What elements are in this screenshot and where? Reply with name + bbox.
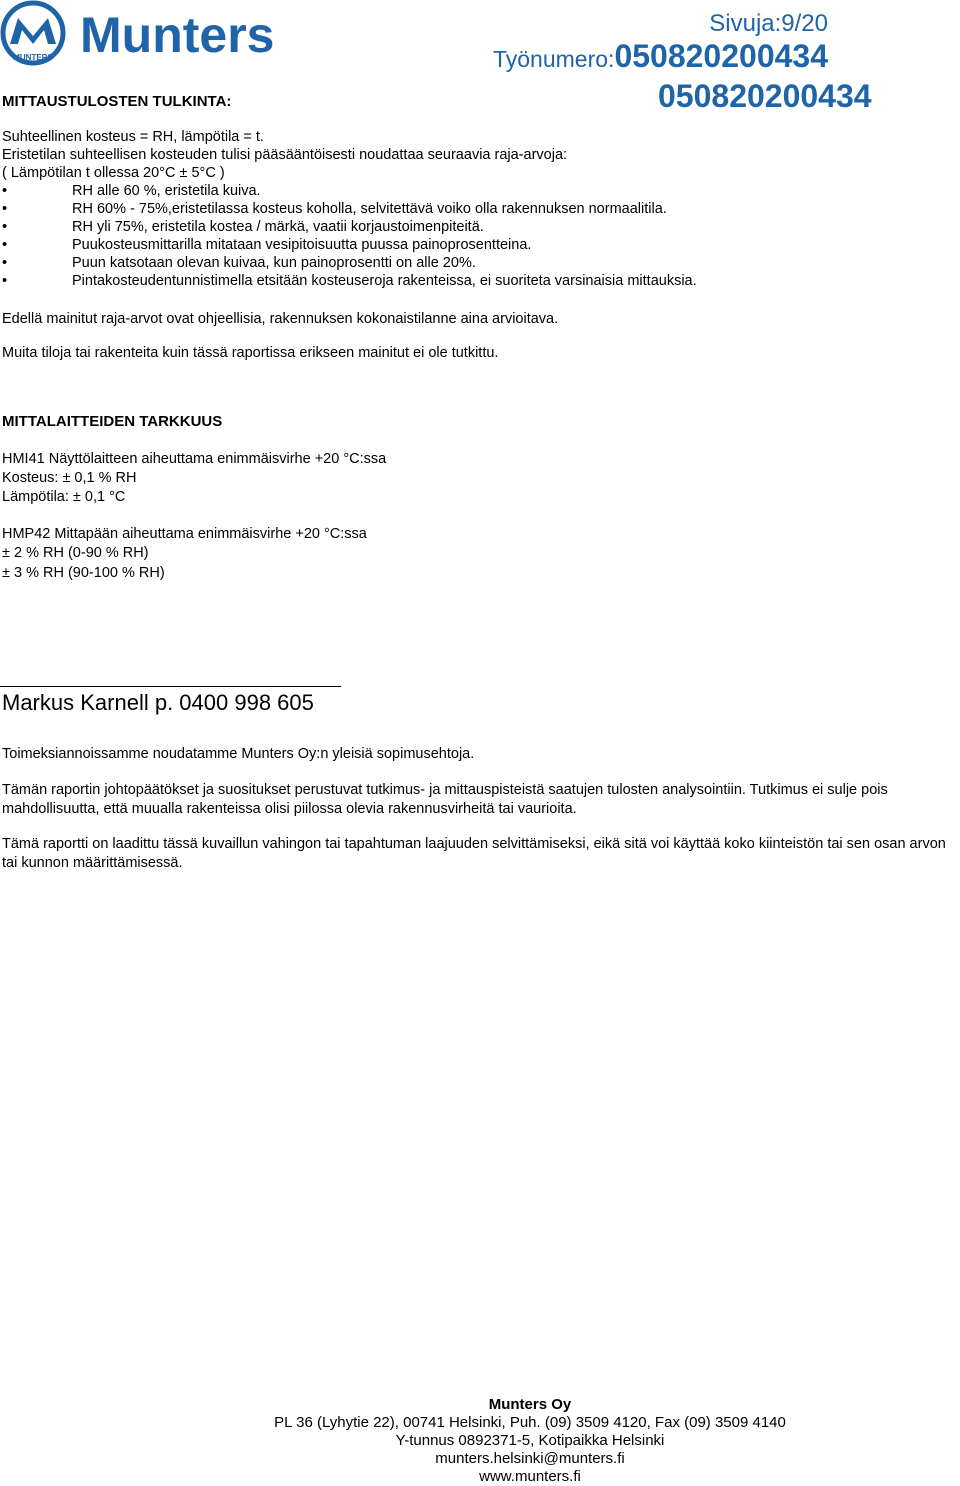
text-line: Lämpötila: ± 0,1 °C <box>2 489 126 505</box>
bullet-icon: • <box>2 237 8 253</box>
job-number-clipped <box>658 78 872 114</box>
terms-paragraph: Tämä raportti on laadittu tässä kuvaillun vahingon tai tapahtuman laajuuden selvittämiseksi, eikä sitä voi käyttää koko kiinteistön tai sen osan arvon tai kunnon määrittämisessä. <box>2 836 946 871</box>
signature: Markus Karnell p. 0400 998 605 <box>2 690 314 715</box>
bullet-icon: • <box>2 255 8 271</box>
list-item-text: RH 60% - 75%,eristetilassa kosteus koholla, selvitettävä voiko olla rakennuksen normaalitila. <box>72 201 667 217</box>
job-number-clipped-text: 050820200434 <box>658 78 872 114</box>
munters-logo <box>0 0 320 68</box>
page-count: Sivuja:9/20 <box>709 10 828 37</box>
footer-web[interactable]: www.munters.fi <box>479 1468 581 1485</box>
list-item <box>2 201 667 217</box>
text-line: HMP42 Mittapään aiheuttama enimmäisvirhe +20 °C:ssa <box>2 526 367 542</box>
bullet-icon: • <box>2 183 8 199</box>
logo-badge-text: MUNTERS <box>13 53 53 62</box>
text-line: ± 2 % RH (0-90 % RH) <box>2 545 149 561</box>
text-line: ± 3 % RH (90-100 % RH) <box>2 565 165 581</box>
list-item <box>2 273 697 289</box>
bullet-icon: • <box>2 219 8 235</box>
section-title-interpretation: MITTAUSTULOSTEN TULKINTA: <box>2 93 232 110</box>
logo-wordmark: Munters <box>80 7 275 63</box>
footer-business-id: Y-tunnus 0892371-5, Kotipaikka Helsinki <box>395 1432 665 1449</box>
terms-paragraph: Tämän raportin johtopäätökset ja suositukset perustuvat tutkimus- ja mittauspisteistä saatujen tulosten analysointiin. Tutkimus ei sulje pois mahdollisuutta, että muualla rakenteissa olisi piilossa olevia rakennusvirheitä tai vaurioita. <box>2 782 888 817</box>
footer-company: Munters Oy <box>488 1396 572 1413</box>
list-item-text: RH alle 60 %, eristetila kuiva. <box>72 183 261 199</box>
footer-email[interactable]: munters.helsinki@munters.fi <box>435 1450 625 1467</box>
job-number-line <box>493 38 828 75</box>
list-item-text: Puukosteusmittarilla mitataan vesipitoisuutta puussa painoprosentteina. <box>72 237 532 253</box>
footer-address: PL 36 (Lyhytie 22), 00741 Helsinki, Puh. (09) 3509 4120, Fax (09) 3509 4140 <box>274 1414 786 1431</box>
list-item <box>2 255 476 271</box>
note-text: Edellä mainitut raja-arvot ovat ohjeellisia, rakennuksen kokonaistilanne aina arvioitava. <box>2 311 559 327</box>
list-item <box>2 219 484 235</box>
text-line: Suhteellinen kosteus = RH, lämpötila = t. <box>2 129 264 145</box>
signature-line <box>0 686 341 687</box>
bullet-icon: • <box>2 273 8 289</box>
section-title-accuracy: MITTALAITTEIDEN TARKKUUS <box>2 413 223 430</box>
list-item-text: RH yli 75%, eristetila kostea / märkä, vaatii korjaustoimenpiteitä. <box>72 219 484 235</box>
note-text: Muita tiloja tai rakenteita kuin tässä raportissa erikseen mainitut ei ole tutkittu. <box>2 345 499 361</box>
terms-paragraph: Toimeksiannoissamme noudatamme Munters Oy:n yleisiä sopimusehtoja. <box>2 746 475 762</box>
list-item-text: Puun katsotaan olevan kuivaa, kun painoprosentti on alle 20%. <box>72 255 476 271</box>
list-item-text: Pintakosteudentunnistimella etsitään kosteuseroja rakenteissa, ei suoriteta varsinaisia mittauksia. <box>72 273 697 289</box>
text-line: Eristetilan suhteellisen kosteuden tulisi pääsääntöisesti noudattaa seuraavia raja-arvoja: <box>2 147 568 163</box>
bullet-icon: • <box>2 201 8 217</box>
footer <box>200 1396 860 1486</box>
job-label: Työnumero: <box>492 46 615 72</box>
job-number: 050820200434 <box>614 38 828 74</box>
text-line: Kosteus: ± 0,1 % RH <box>2 470 137 486</box>
list-item <box>2 237 531 253</box>
list-item <box>2 183 261 199</box>
text-line: HMI41 Näyttölaitteen aiheuttama enimmäisvirhe +20 °C:ssa <box>2 451 387 467</box>
text-line: ( Lämpötilan t ollessa 20°C ± 5°C ) <box>2 165 225 181</box>
